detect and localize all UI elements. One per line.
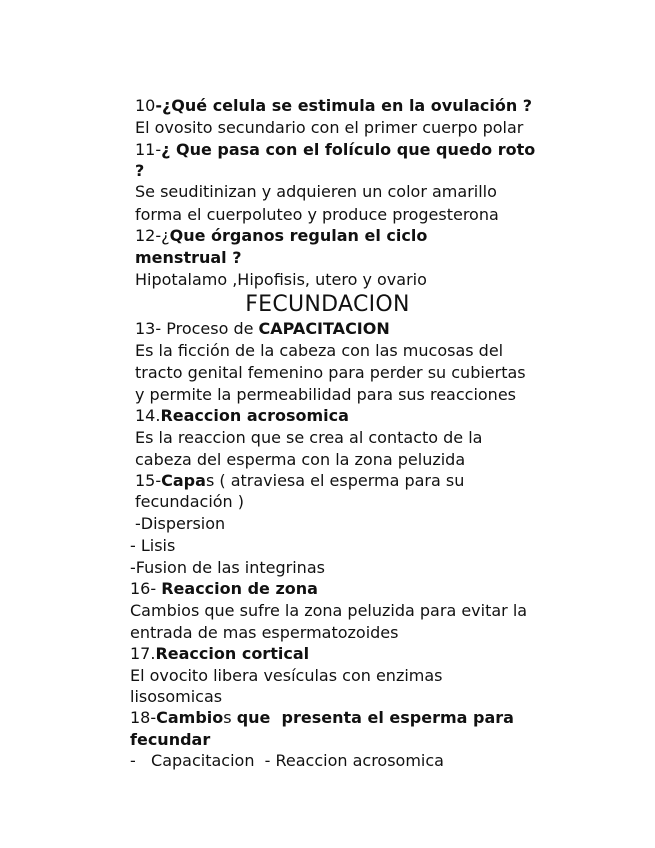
item-prefix: 13- Proceso de — [135, 319, 259, 338]
body-text: tracto genital femenino para perder su cubiertas — [135, 363, 526, 382]
item-18 — [130, 707, 514, 729]
question-text: -¿Qué celula se estimula en la ovulación ? — [155, 96, 533, 115]
question-12-continued — [135, 247, 242, 269]
item-prefix: 18- — [130, 708, 157, 727]
item-text: s ( atraviesa el esperma para su — [205, 471, 465, 490]
question-number: 12-¿ — [135, 226, 170, 245]
item-17 — [130, 643, 309, 665]
item-14-text-line-1 — [135, 427, 482, 449]
body-text: Cambios que sufre la zona peluzida para evitar la — [130, 601, 528, 620]
question-10 — [135, 95, 532, 117]
item-13 — [135, 318, 390, 340]
item-14-text-line-2 — [135, 449, 465, 471]
body-text: Es la ficción de la cabeza con las mucosas del — [135, 341, 504, 360]
body-text: El ovocito libera vesículas con enzimas — [130, 666, 443, 685]
item-18-text — [130, 750, 444, 772]
body-text: - Capacitacion - Reaccion acrosomica — [130, 751, 444, 770]
item-heading: Reaccion de zona — [161, 579, 318, 598]
body-text: y permite la permeabilidad para sus reacciones — [135, 385, 516, 404]
item-17-text-line-2 — [130, 686, 222, 708]
item-prefix: 17. — [130, 644, 156, 663]
answer-12 — [135, 269, 427, 291]
item-heading: Reaccion cortical — [155, 644, 310, 663]
question-number: 11- — [135, 140, 162, 159]
answer-text: forma el cuerpoluteo y produce progesterona — [135, 205, 499, 224]
question-11-continued — [135, 160, 144, 182]
question-text: Que órganos regulan el ciclo — [169, 226, 428, 245]
question-text: ? — [135, 161, 145, 180]
list-item-fusion — [130, 557, 325, 579]
question-number: 10 — [135, 96, 156, 115]
item-16-text-line-1 — [130, 600, 527, 622]
item-heading-continued: que presenta el esperma para — [236, 708, 514, 727]
question-text: ¿ Que pasa con el folículo que quedo roto — [161, 140, 536, 159]
list-item-dispersion — [135, 513, 225, 535]
item-heading: fecundar — [130, 730, 211, 749]
question-text: menstrual ? — [135, 248, 242, 267]
answer-10 — [135, 117, 523, 139]
question-11 — [135, 139, 535, 161]
item-18-continued — [130, 729, 210, 751]
item-heading: Capa — [161, 471, 206, 490]
item-14 — [135, 405, 349, 427]
question-12 — [135, 225, 427, 247]
body-text: entrada de mas espermatozoides — [130, 623, 399, 642]
item-prefix: 16- — [130, 579, 162, 598]
answer-text: El ovosito secundario con el primer cuerpo polar — [135, 118, 524, 137]
body-text: lisosomicas — [130, 687, 223, 706]
item-heading: Cambio — [156, 708, 224, 727]
body-text: - Lisis — [130, 536, 176, 555]
item-heading: Reaccion acrosomica — [160, 406, 349, 425]
item-prefix: 15- — [135, 471, 162, 490]
item-text: s — [223, 708, 237, 727]
body-text: -Dispersion — [135, 514, 226, 533]
section-title: FECUNDACION — [245, 292, 410, 317]
item-13-text-line-2 — [135, 362, 526, 384]
item-prefix: 14. — [135, 406, 161, 425]
item-16-text-line-2 — [130, 622, 398, 644]
item-13-text-line-3 — [135, 384, 516, 406]
answer-text: Se seuditinizan y adquieren un color amarillo — [135, 182, 497, 201]
item-15 — [135, 470, 464, 492]
body-text: cabeza del esperma con la zona peluzida — [135, 450, 466, 469]
answer-11-line-2 — [135, 204, 499, 226]
item-13-text-line-1 — [135, 340, 503, 362]
answer-text: Hipotalamo ,Hipofisis, utero y ovario — [135, 270, 427, 289]
body-text: fecundación ) — [135, 492, 245, 511]
answer-11-line-1 — [135, 181, 497, 203]
item-16 — [130, 578, 318, 600]
body-text: -Fusion de las integrinas — [130, 558, 325, 577]
item-15-text — [135, 491, 244, 513]
item-heading: CAPACITACION — [258, 319, 390, 338]
body-text: Es la reaccion que se crea al contacto de la — [135, 428, 483, 447]
list-item-lisis — [130, 535, 175, 557]
item-17-text-line-1 — [130, 665, 443, 687]
